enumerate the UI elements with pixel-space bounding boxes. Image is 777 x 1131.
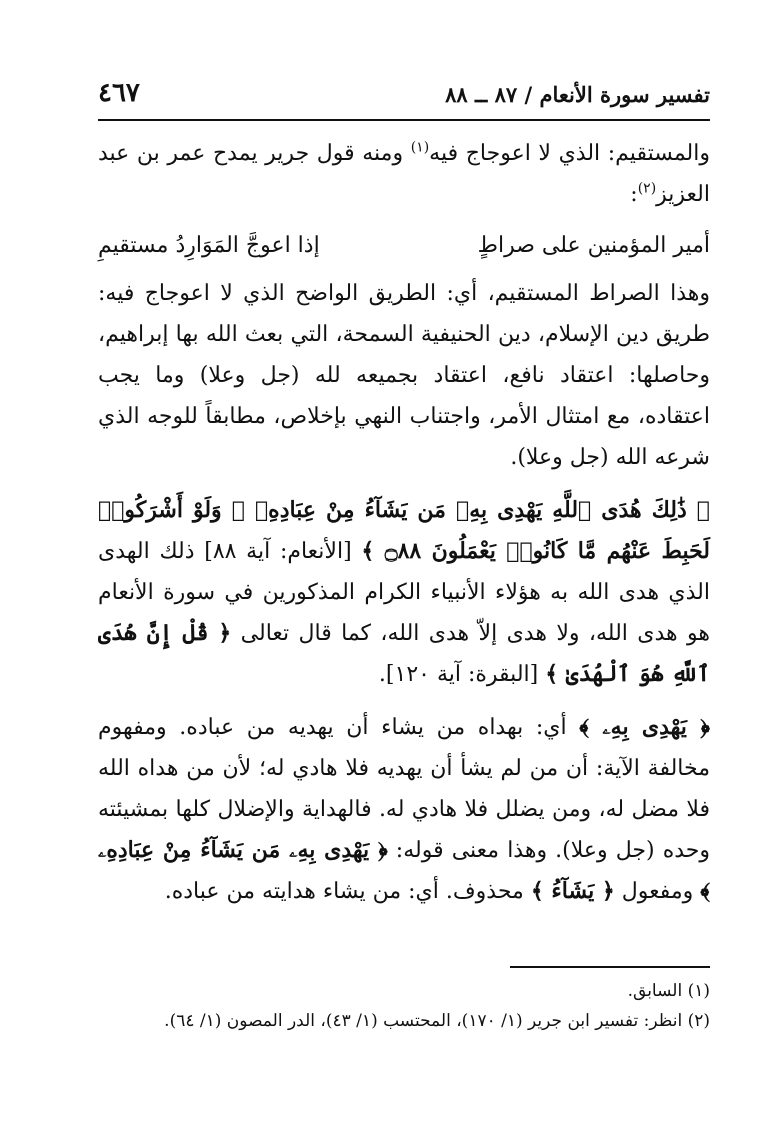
paragraph-3: ﴿ ذَٰلِكَ هُدَى ٱللَّهِ يَهْدِى بِهِۦ مَن يَشَآءُ مِنْ عِبَادِهِۦ ۚ وَلَوْ أَشْرَكُوا۟ لَحَبِطَ عَنْهُم مَّا كَانُوا۟ يَعْمَلُونَ ۝٨٨ ﴾ [الأنعام: آية ٨٨] ذلك الهدى الذي هدى الله به هؤلاء الأنبياء الكرام المذكورين في سورة الأنعام هو هدى الله، ولا هدى إلاّ هدى الله، كما قال تعالى ﴿ قُلْ إِنَّ هُدَى ٱللَّهِ هُوَ ٱلْهُدَىٰ ﴾ [البقرة: آية ١٢٠]. (98, 497, 710, 687)
footnote-ref-2[interactable]: (٢) (637, 180, 657, 197)
quran-verse: ﴿ ذَٰلِكَ هُدَى ٱللَّهِ يَهْدِى بِهِۦ مَن يَشَآءُ مِنْ عِبَادِهِۦ ۚ وَلَوْ أَشْرَكُوا۟ لَحَبِطَ عَنْهُم مَّا كَانُوا۟ يَعْمَلُونَ ۝٨٨ ﴾ (98, 497, 710, 564)
spacer (98, 695, 710, 707)
page-header (98, 78, 710, 118)
quran-verse: ﴿ يَهْدِى بِهِۦ ﴾ (579, 714, 710, 740)
header-divider (98, 119, 710, 121)
main-text (98, 133, 710, 912)
poetry-verse (98, 225, 710, 267)
footnote-ref-1[interactable]: (١) (410, 139, 430, 156)
paragraph-2: وهذا الصراط المستقيم، أي: الطريق الواضح الذي لا اعوجاج فيه: طريق دين الإسلام، دين الحنيفية السمحة، التي بعث الله بها إبراهيم، وحاصلها: اعتقاد نافع، اعتقاد بجميعه لله (جل وعلا) وما يجب اعتقاده، مع امتثال الأمر، واجتناب النهي بإخلاص، مطابقاً للوجه الذي شرعه الله (جل وعلا). (98, 281, 710, 470)
running-title: تفسير سورة الأنعام / ٨٧ ــ ٨٨ (445, 82, 710, 107)
footnote-1: (١) السابق. (627, 981, 710, 1001)
verse-first-hemistich: أمير المؤمنين على صراطٍ (477, 233, 710, 258)
footnotes (98, 966, 710, 1036)
paragraph-1: والمستقيم: الذي لا اعوجاج فيه$^{(١)}$ ومنه قول جرير يمدح عمر بن عبد العزيز$^{(٢)}$: (98, 139, 710, 207)
quran-verse: ﴿ يَشَآءُ ﴾ (530, 878, 615, 904)
footnote-divider (510, 966, 710, 968)
quran-verse: ﴿ قُلْ إِنَّ هُدَى ٱللَّهِ هُوَ ٱلْهُدَىٰ ﴾ (98, 620, 710, 687)
spacer (98, 478, 710, 490)
quran-verse: ﴿ يَهْدِى بِهِۦ مَن يَشَآءُ مِنْ عِبَادِهِۦ ﴾ (98, 837, 710, 904)
page-number: ٤٦٧ (98, 78, 140, 108)
footnote-2: (٢) انظر: تفسير ابن جرير (١/ ١٧٠)، المحتسب (١/ ٤٣)، الدر المصون (١/ ٦٤). (164, 1011, 710, 1031)
verse-second-hemistich: إذا اعوجَّ المَوَارِدُ مستقيمِ (98, 233, 320, 258)
paragraph-4: ﴿ يَهْدِى بِهِۦ ﴾ أي: بهداه من يشاء أن يهديه من عباده. ومفهوم مخالفة الآية: أن من لم يشأ أن يهديه فلا هادي له؛ لأن من هداه الله فلا مضل له، ومن يضلل فلا هادي له. فالهداية والإضلال كلها بمشيئته وحده (جل وعلا). وهذا معنى قوله: ﴿ يَهْدِى بِهِۦ مَن يَشَآءُ مِنْ عِبَادِهِۦ ﴾ ومفعول ﴿ يَشَآءُ ﴾ محذوف. أي: من يشاء هدايته من عباده. (98, 714, 710, 904)
